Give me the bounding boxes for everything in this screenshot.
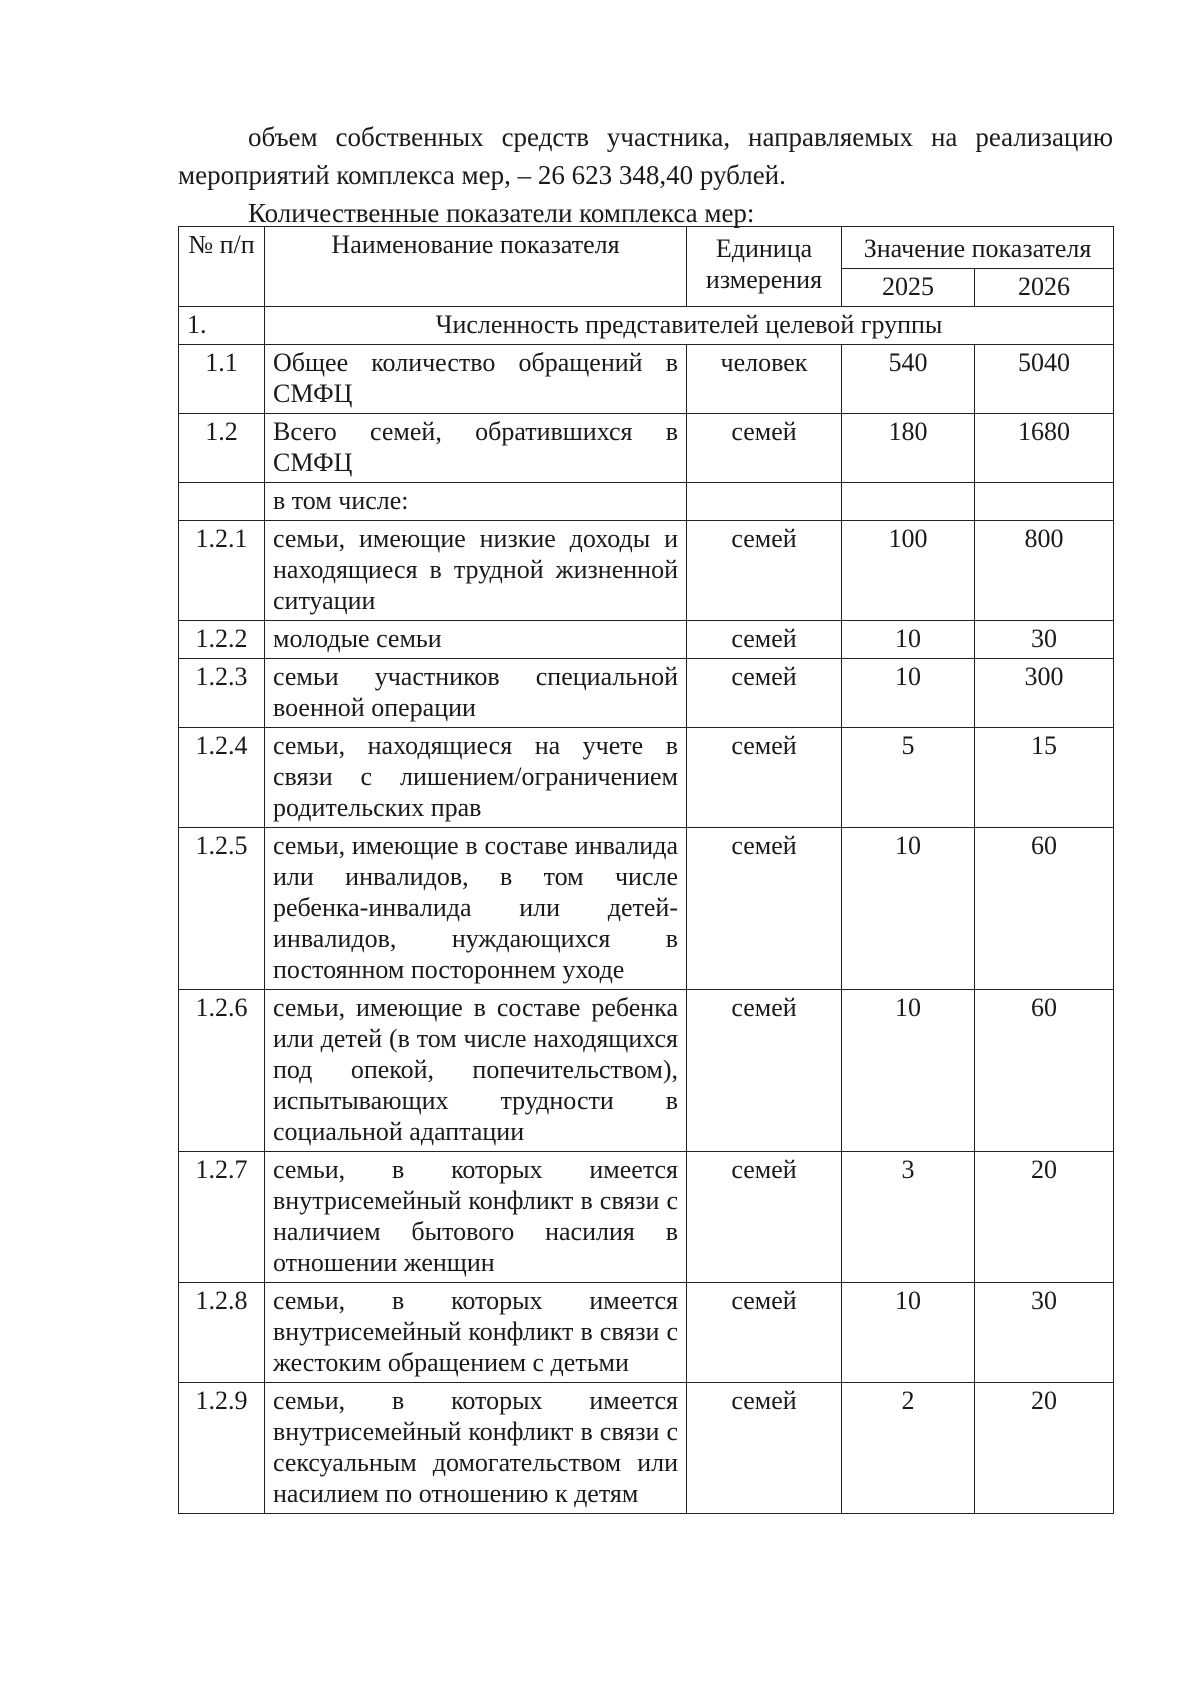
row-value-2026: 60 bbox=[975, 828, 1114, 990]
table-row bbox=[179, 345, 1114, 414]
row-unit: семей bbox=[687, 659, 842, 728]
row-num bbox=[179, 483, 265, 521]
row-name: семьи, имеющие в составе инвалида или инвалидов, в том числе ребенка-инвалида или детей-инвалидов, нуждающихся в постоянном постороннем уходе bbox=[265, 828, 687, 990]
row-unit: семей bbox=[687, 1383, 842, 1514]
row-num: 1.1 bbox=[179, 345, 265, 414]
table-row bbox=[179, 659, 1114, 728]
row-value-2026: 20 bbox=[975, 1152, 1114, 1283]
row-num: 1.2.2 bbox=[179, 621, 265, 659]
header-year-2025: 2025 bbox=[842, 269, 975, 307]
intro-paragraph-indicators: Количественные показатели комплекса мер: bbox=[248, 198, 755, 228]
table-row bbox=[179, 521, 1114, 621]
header-year-2026: 2026 bbox=[975, 269, 1114, 307]
table-row bbox=[179, 414, 1114, 483]
row-unit: семей bbox=[687, 728, 842, 828]
row-unit: семей bbox=[687, 1283, 842, 1383]
row-name: семьи, в которых имеется внутрисемейный конфликт в связи с наличием бытового насилия в отношении женщин bbox=[265, 1152, 687, 1283]
row-name: семьи, имеющие в составе ребенка или детей (в том числе находящихся под опекой, попечительством), испытывающих трудности в социальной адаптации bbox=[265, 990, 687, 1152]
row-value-2025: 10 bbox=[842, 659, 975, 728]
row-value-2025: 540 bbox=[842, 345, 975, 414]
table-header-row bbox=[179, 227, 1114, 269]
row-unit: семей bbox=[687, 414, 842, 483]
row-num: 1.2.9 bbox=[179, 1383, 265, 1514]
row-unit: семей bbox=[687, 621, 842, 659]
row-value-2025: 100 bbox=[842, 521, 975, 621]
row-value-2025: 3 bbox=[842, 1152, 975, 1283]
header-unit: Единица измерения bbox=[687, 227, 842, 307]
row-unit: семей bbox=[687, 990, 842, 1152]
table-row bbox=[179, 828, 1114, 990]
header-value: Значение показателя bbox=[842, 227, 1114, 269]
row-value-2026: 800 bbox=[975, 521, 1114, 621]
table-row bbox=[179, 990, 1114, 1152]
row-name: семьи, в которых имеется внутрисемейный конфликт в связи с жестоким обращением с детьми bbox=[265, 1283, 687, 1383]
table-row bbox=[179, 1152, 1114, 1283]
row-value-2025: 10 bbox=[842, 1283, 975, 1383]
header-num: № п/п bbox=[179, 227, 265, 307]
row-value-2026: 20 bbox=[975, 1383, 1114, 1514]
indicators-table bbox=[178, 226, 1114, 1514]
row-name: молодые семьи bbox=[265, 621, 687, 659]
row-value-2026: 60 bbox=[975, 990, 1114, 1152]
row-num: 1.2.4 bbox=[179, 728, 265, 828]
row-value-2026: 1680 bbox=[975, 414, 1114, 483]
row-value-2025: 10 bbox=[842, 621, 975, 659]
row-name: семьи, имеющие низкие доходы и находящиеся в трудной жизненной ситуации bbox=[265, 521, 687, 621]
row-name: семьи участников специальной военной операции bbox=[265, 659, 687, 728]
row-value-2026: 30 bbox=[975, 621, 1114, 659]
row-name: семьи, находящиеся на учете в связи с лишением/ограничением родительских прав bbox=[265, 728, 687, 828]
row-value-2026: 5040 bbox=[975, 345, 1114, 414]
section-title: Численность представителей целевой группы bbox=[265, 307, 1114, 345]
row-unit bbox=[687, 483, 842, 521]
row-unit: семей bbox=[687, 828, 842, 990]
table-row bbox=[179, 483, 1114, 521]
row-value-2025: 2 bbox=[842, 1383, 975, 1514]
section-row bbox=[179, 307, 1114, 345]
row-num: 1.2.8 bbox=[179, 1283, 265, 1383]
table-row bbox=[179, 621, 1114, 659]
row-name: в том числе: bbox=[265, 483, 687, 521]
row-name: Всего семей, обратившихся в СМФЦ bbox=[265, 414, 687, 483]
table-row bbox=[179, 728, 1114, 828]
row-value-2025: 180 bbox=[842, 414, 975, 483]
row-num: 1.2.5 bbox=[179, 828, 265, 990]
row-num: 1.2.1 bbox=[179, 521, 265, 621]
row-num: 1.2.7 bbox=[179, 1152, 265, 1283]
intro-text bbox=[178, 118, 1113, 232]
row-value-2025: 10 bbox=[842, 990, 975, 1152]
row-value-2026: 15 bbox=[975, 728, 1114, 828]
row-num: 1.2.3 bbox=[179, 659, 265, 728]
header-name: Наименование показателя bbox=[265, 227, 687, 307]
row-unit: семей bbox=[687, 521, 842, 621]
intro-paragraph-funds: объем собственных средств участника, направляемых на реализацию мероприятий комплекса мер, – 26 623 348,40 рублей. bbox=[178, 122, 1113, 190]
table-row bbox=[179, 1383, 1114, 1514]
row-num: 1.2 bbox=[179, 414, 265, 483]
row-name: Общее количество обращений в СМФЦ bbox=[265, 345, 687, 414]
section-num: 1. bbox=[179, 307, 265, 345]
row-value-2026 bbox=[975, 483, 1114, 521]
table-row bbox=[179, 1283, 1114, 1383]
row-name: семьи, в которых имеется внутрисемейный конфликт в связи с сексуальным домогательством или насилием по отношению к детям bbox=[265, 1383, 687, 1514]
row-value-2026: 300 bbox=[975, 659, 1114, 728]
row-value-2025 bbox=[842, 483, 975, 521]
row-unit: семей bbox=[687, 1152, 842, 1283]
row-value-2025: 5 bbox=[842, 728, 975, 828]
row-unit: человек bbox=[687, 345, 842, 414]
row-value-2026: 30 bbox=[975, 1283, 1114, 1383]
row-num: 1.2.6 bbox=[179, 990, 265, 1152]
row-value-2025: 10 bbox=[842, 828, 975, 990]
